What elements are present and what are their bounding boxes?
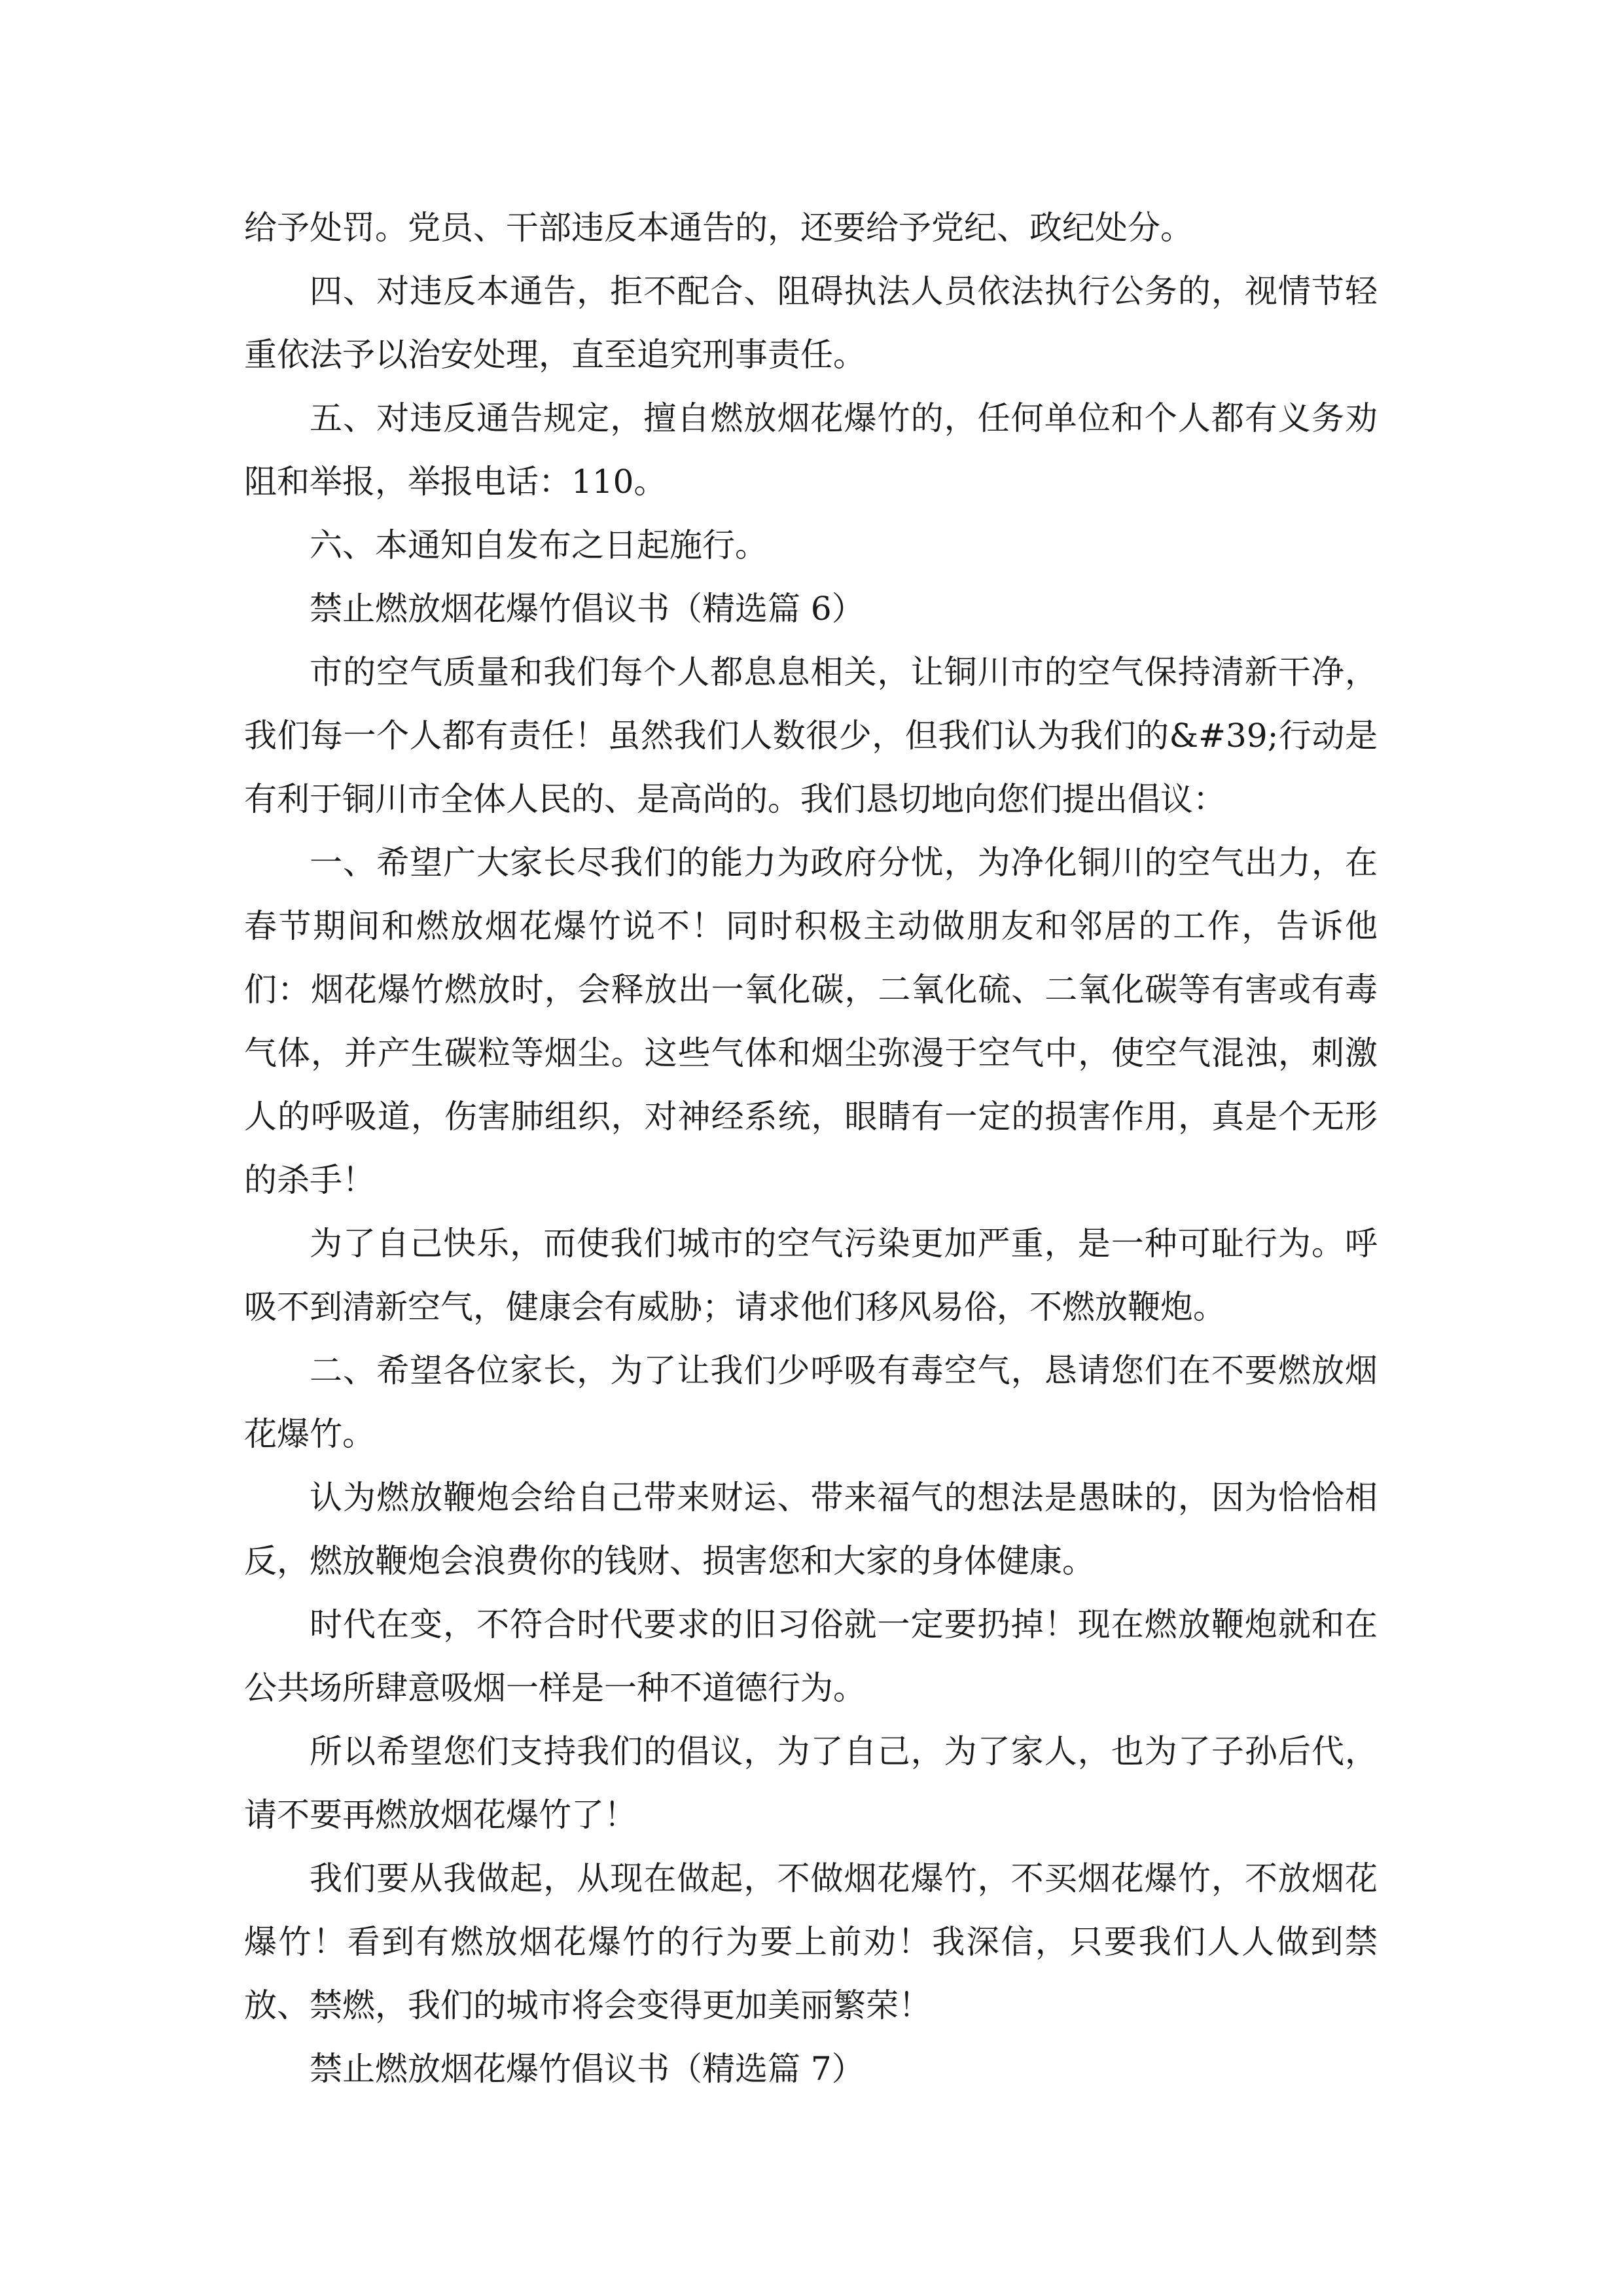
paragraph-item-five: 五、对违反通告规定，擅自燃放烟花爆竹的，任何单位和个人都有义务劝阻和举报，举报电话：110。	[244, 399, 1378, 501]
paragraph-fortune: 认为燃放鞭炮会给自己带来财运、带来福气的想法是愚昧的，因为恰恰相反，燃放鞭炮会浪费你的钱财、损害您和大家的身体健康。	[244, 1479, 1378, 1580]
paragraph-intro: 市的空气质量和我们每个人都息息相关，让铜川市的空气保持清新干净，我们每一个人都有责任！虽然我们人数很少，但我们认为我们的&#39;行动是有利于铜川市全体人民的、是高尚的。我们恳切地向您们提出倡议：	[244, 653, 1378, 818]
paragraph-continuation: 给予处罚。党员、干部违反本通告的，还要给予党纪、政纪处分。	[244, 209, 1193, 247]
paragraph-item-four: 四、对违反本通告，拒不配合、阻碍执法人员依法执行公务的，视情节轻重依法予以治安处理，直至追究刑事责任。	[244, 272, 1378, 374]
paragraph-proposal-one: 一、希望广大家长尽我们的能力为政府分忧，为净化铜川的空气出力，在春节期间和燃放烟花爆竹说不！同时积极主动做朋友和邻居的工作，告诉他们：烟花爆竹燃放时，会释放出一氧化碳，二氧化硫、二氧化碳等有害或有毒气体，并产生碳粒等烟尘。这些气体和烟尘弥漫于空气中，使空气混浊，刺激人的呼吸道，伤害肺组织，对神经系统，眼睛有一定的损害作用，真是个无形的杀手！	[244, 844, 1378, 1199]
paragraph-support: 所以希望您们支持我们的倡议，为了自己，为了家人，也为了子孙后代，请不要再燃放烟花爆竹了！	[244, 1732, 1378, 1834]
paragraph-times: 时代在变，不符合时代要求的旧习俗就一定要扔掉！现在燃放鞭炮就和在公共场所肆意吸烟一样是一种不道德行为。	[244, 1605, 1378, 1707]
section-title-6: 禁止燃放烟花爆竹倡议书（精选篇 6）	[310, 590, 865, 628]
section-title-7: 禁止燃放烟花爆竹倡议书（精选篇 7）	[310, 2050, 865, 2088]
paragraph-item-six: 六、本通知自发布之日起施行。	[310, 526, 768, 564]
document-body	[244, 196, 1378, 2101]
paragraph-shame: 为了自己快乐，而使我们城市的空气污染更加严重，是一种可耻行为。呼吸不到清新空气，健康会有威胁；请求他们移风易俗，不燃放鞭炮。	[244, 1225, 1378, 1326]
paragraph-proposal-two: 二、希望各位家长，为了让我们少呼吸有毒空气，恳请您们在不要燃放烟花爆竹。	[244, 1352, 1378, 1453]
paragraph-start-with-me: 我们要从我做起，从现在做起，不做烟花爆竹，不买烟花爆竹，不放烟花爆竹！看到有燃放烟花爆竹的行为要上前劝！我深信，只要我们人人做到禁放、禁燃，我们的城市将会变得更加美丽繁荣！	[244, 1859, 1378, 2024]
